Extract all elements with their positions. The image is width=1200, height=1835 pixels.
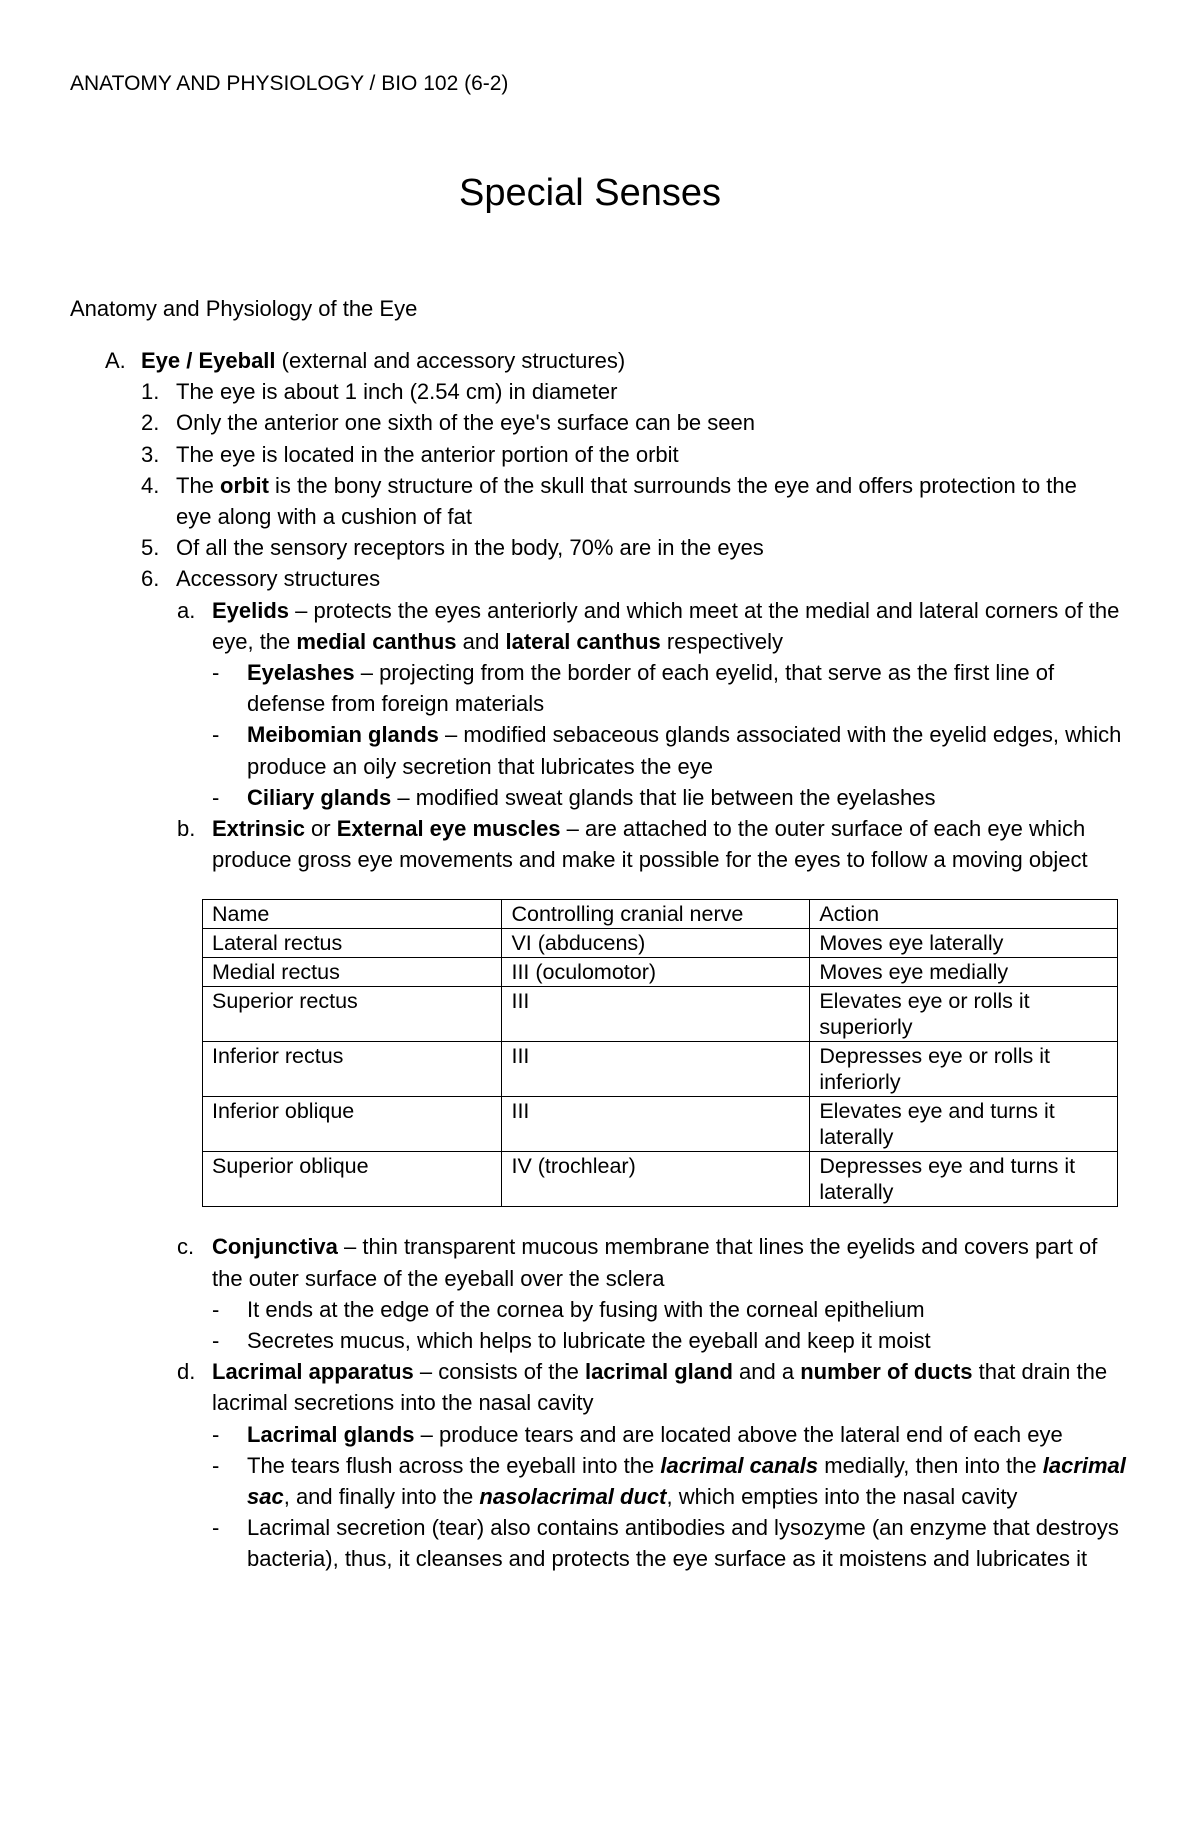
table-header: Controlling cranial nerve bbox=[502, 900, 810, 929]
table-cell: Superior rectus bbox=[203, 987, 502, 1042]
table-cell: Inferior rectus bbox=[203, 1042, 502, 1097]
table-cell: Medial rectus bbox=[203, 958, 502, 987]
list-item: 3. The eye is located in the anterior portion of the orbit bbox=[141, 441, 679, 467]
page-title: Special Senses bbox=[459, 172, 721, 214]
list-item: 5. Of all the sensory receptors in the body, 70% are in the eyes bbox=[141, 535, 764, 561]
conjunctiva-item: c. Conjunctiva – thin transparent mucous membrane that lines the eyelids and covers part of the outer surface of the eyeball over the sclera bbox=[177, 1234, 1098, 1291]
list-item: 4. The orbit is the bony structure of the skull that surrounds the eye and offers protection to the eye along with a cushion of fat bbox=[141, 472, 1077, 530]
table-cell: IV (trochlear) bbox=[502, 1152, 810, 1207]
list-item: - Lacrimal glands – produce tears and are located above the lateral end of each eye bbox=[212, 1421, 1063, 1447]
list-marker: A. bbox=[105, 348, 126, 373]
table-cell: Moves eye medially bbox=[810, 958, 1118, 987]
table-row bbox=[203, 1042, 1118, 1097]
list-item: - It ends at the edge of the cornea by fusing with the corneal epithelium bbox=[212, 1296, 925, 1322]
table-cell: III bbox=[502, 1097, 810, 1152]
table-cell: VI (abducens) bbox=[502, 929, 810, 958]
table-cell: III bbox=[502, 987, 810, 1042]
section-heading: Anatomy and Physiology of the Eye bbox=[70, 296, 418, 321]
table-cell: Lateral rectus bbox=[203, 929, 502, 958]
table-cell: III bbox=[502, 1042, 810, 1097]
eye-muscle-table bbox=[202, 899, 1118, 1207]
table-row bbox=[203, 958, 1118, 987]
eyelids-item: a. Eyelids – protects the eyes anteriorly and which meet at the medial and lateral corners of the eye, the medial canthus and lateral canthus respectively bbox=[177, 597, 1120, 654]
table-cell: Depresses eye and turns it laterally bbox=[810, 1152, 1118, 1207]
table-row bbox=[203, 987, 1118, 1042]
table-cell: III (oculomotor) bbox=[502, 958, 810, 987]
table-row bbox=[203, 929, 1118, 958]
list-item: - The tears flush across the eyeball into the lacrimal canals medially, then into the lacrimal sac, and finally into the nasolacrimal duct, which empties into the nasal cavity bbox=[212, 1452, 1126, 1510]
table-header: Action bbox=[810, 900, 1118, 929]
list-item: - Eyelashes – projecting from the border of each eyelid, that serve as the first line of defense from foreign materials bbox=[212, 660, 1055, 717]
list-item: 1. The eye is about 1 inch (2.54 cm) in diameter bbox=[141, 379, 618, 405]
outline-content bbox=[0, 345, 1200, 1575]
table-cell: Depresses eye or rolls it inferiorly bbox=[810, 1042, 1118, 1097]
table-row bbox=[203, 1097, 1118, 1152]
table-row bbox=[203, 1152, 1118, 1207]
table-cell: Elevates eye or rolls it superiorly bbox=[810, 987, 1118, 1042]
list-item: - Lacrimal secretion (tear) also contains antibodies and lysozyme (an enzyme that destroys bacteria), thus, it cleanses and protects the eye surface as it moistens and lubricates it bbox=[212, 1515, 1119, 1572]
table-header-row bbox=[203, 900, 1118, 929]
list-item: 6. Accessory structures bbox=[141, 566, 381, 592]
table-header: Name bbox=[203, 900, 502, 929]
table-cell: Superior oblique bbox=[203, 1152, 502, 1207]
table-cell: Moves eye laterally bbox=[810, 929, 1118, 958]
list-item: - Meibomian glands – modified sebaceous glands associated with the eyelid edges, which produce an oily secretion that lubricates the eye bbox=[212, 722, 1122, 779]
table-cell: Inferior oblique bbox=[203, 1097, 502, 1152]
table-cell: Elevates eye and turns it laterally bbox=[810, 1097, 1118, 1152]
list-item: - Secretes mucus, which helps to lubricate the eyeball and keep it moist bbox=[212, 1328, 931, 1354]
muscles-item: b. Extrinsic or External eye muscles – are attached to the outer surface of each eye which produce gross eye movements and make it possible for the eyes to follow a moving object bbox=[177, 816, 1088, 873]
lacrimal-item: d. Lacrimal apparatus – consists of the lacrimal gland and a number of ducts that drain the lacrimal secretions into the nasal cavity bbox=[177, 1359, 1108, 1416]
list-item: 2. Only the anterior one sixth of the eye's surface can be seen bbox=[141, 410, 755, 436]
course-header: ANATOMY AND PHYSIOLOGY / BIO 102 (6-2) bbox=[70, 72, 509, 95]
list-item: - Ciliary glands – modified sweat glands that lie between the eyelashes bbox=[212, 784, 936, 810]
eye-muscle-table-wrapper bbox=[202, 899, 1200, 1207]
outline-item-A: A. Eye / Eyeball (external and accessory structures) bbox=[0, 345, 1200, 376]
